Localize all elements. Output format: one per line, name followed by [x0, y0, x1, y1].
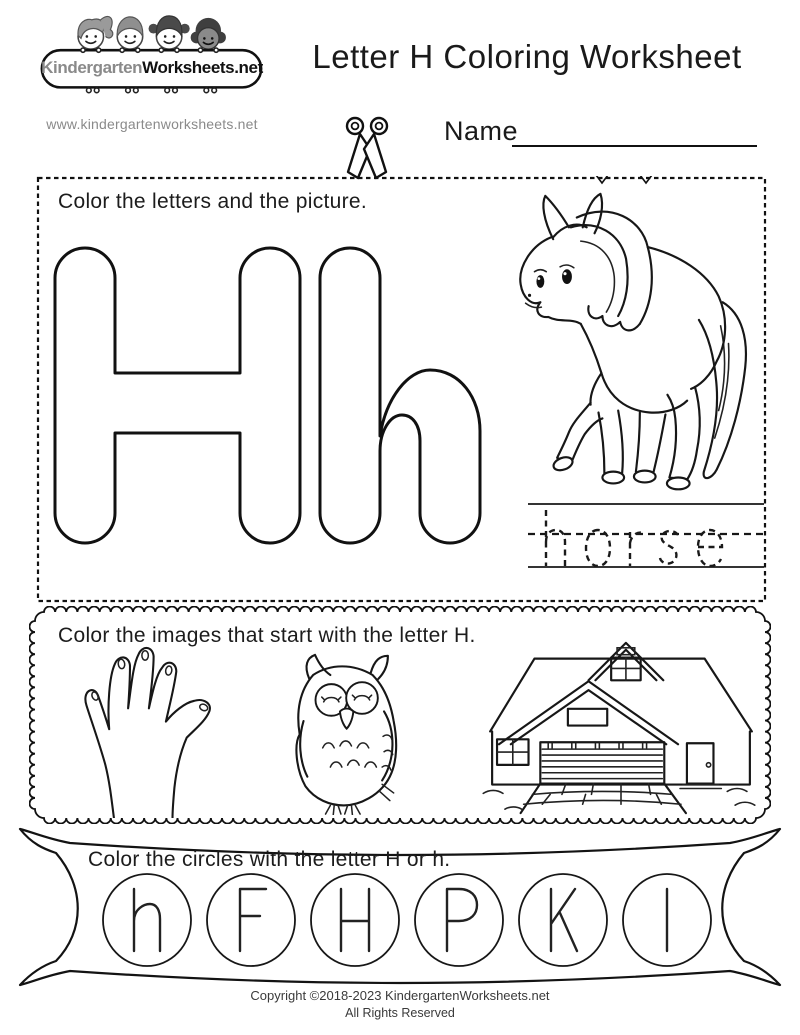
letter-circle-h[interactable]: [103, 874, 191, 966]
logo-kid-girl-pigtails: [149, 16, 190, 49]
name-label: Name: [444, 116, 519, 146]
trace-letter-s: [660, 531, 678, 564]
logo-kid-boy: [117, 17, 143, 49]
letter-circle-I[interactable]: [623, 874, 711, 966]
outline-letter-h: [320, 248, 480, 543]
letter-circle-H[interactable]: [311, 874, 399, 966]
circle-outline[interactable]: [103, 874, 191, 966]
trace-letter-e: [698, 530, 722, 566]
logo-url: www.kindergartenworksheets.net: [46, 116, 258, 132]
section2-instruction: Color the images that start with the letter H.: [58, 624, 476, 647]
logo-brand-gray: Kindergarten: [41, 58, 143, 77]
trace-letters: [546, 510, 722, 566]
section3-instruction: Color the circles with the letter H or h.: [88, 848, 451, 871]
footer-rights: All Rights Reserved: [345, 1006, 455, 1020]
owl-picture: [288, 652, 413, 815]
outline-letter-H: [55, 248, 300, 543]
logo-brand-text: [36, 58, 268, 78]
trace-letter-r: [630, 532, 643, 566]
page-title: Letter H Coloring Worksheet: [312, 38, 742, 75]
trace-letter-o: [586, 530, 610, 566]
name-write-line: [512, 145, 757, 147]
logo-brand-black: Worksheets.net: [142, 58, 263, 77]
house-picture: [475, 636, 767, 818]
logo-kid-boy-afro: [191, 18, 226, 49]
letter-circle-P[interactable]: [415, 874, 503, 966]
section1-instruction: Color the letters and the picture.: [58, 190, 368, 213]
hand-picture: [72, 646, 222, 818]
letter-circle-F[interactable]: [207, 874, 295, 966]
horse-picture: [490, 186, 770, 511]
scissors-icon: [338, 112, 396, 186]
outline-letters-Hh: [52, 246, 484, 548]
logo-kid-girl-ponytail: [78, 16, 113, 49]
circle-outline[interactable]: [207, 874, 295, 966]
trace-letter-h: [546, 510, 565, 566]
letter-circle-K[interactable]: [519, 874, 607, 966]
trace-word-horse[interactable]: [520, 496, 770, 580]
footer-copyright: Copyright ©2018-2023 KindergartenWorksheets.net: [250, 988, 550, 1003]
logo-kid-legs: [86, 88, 216, 93]
